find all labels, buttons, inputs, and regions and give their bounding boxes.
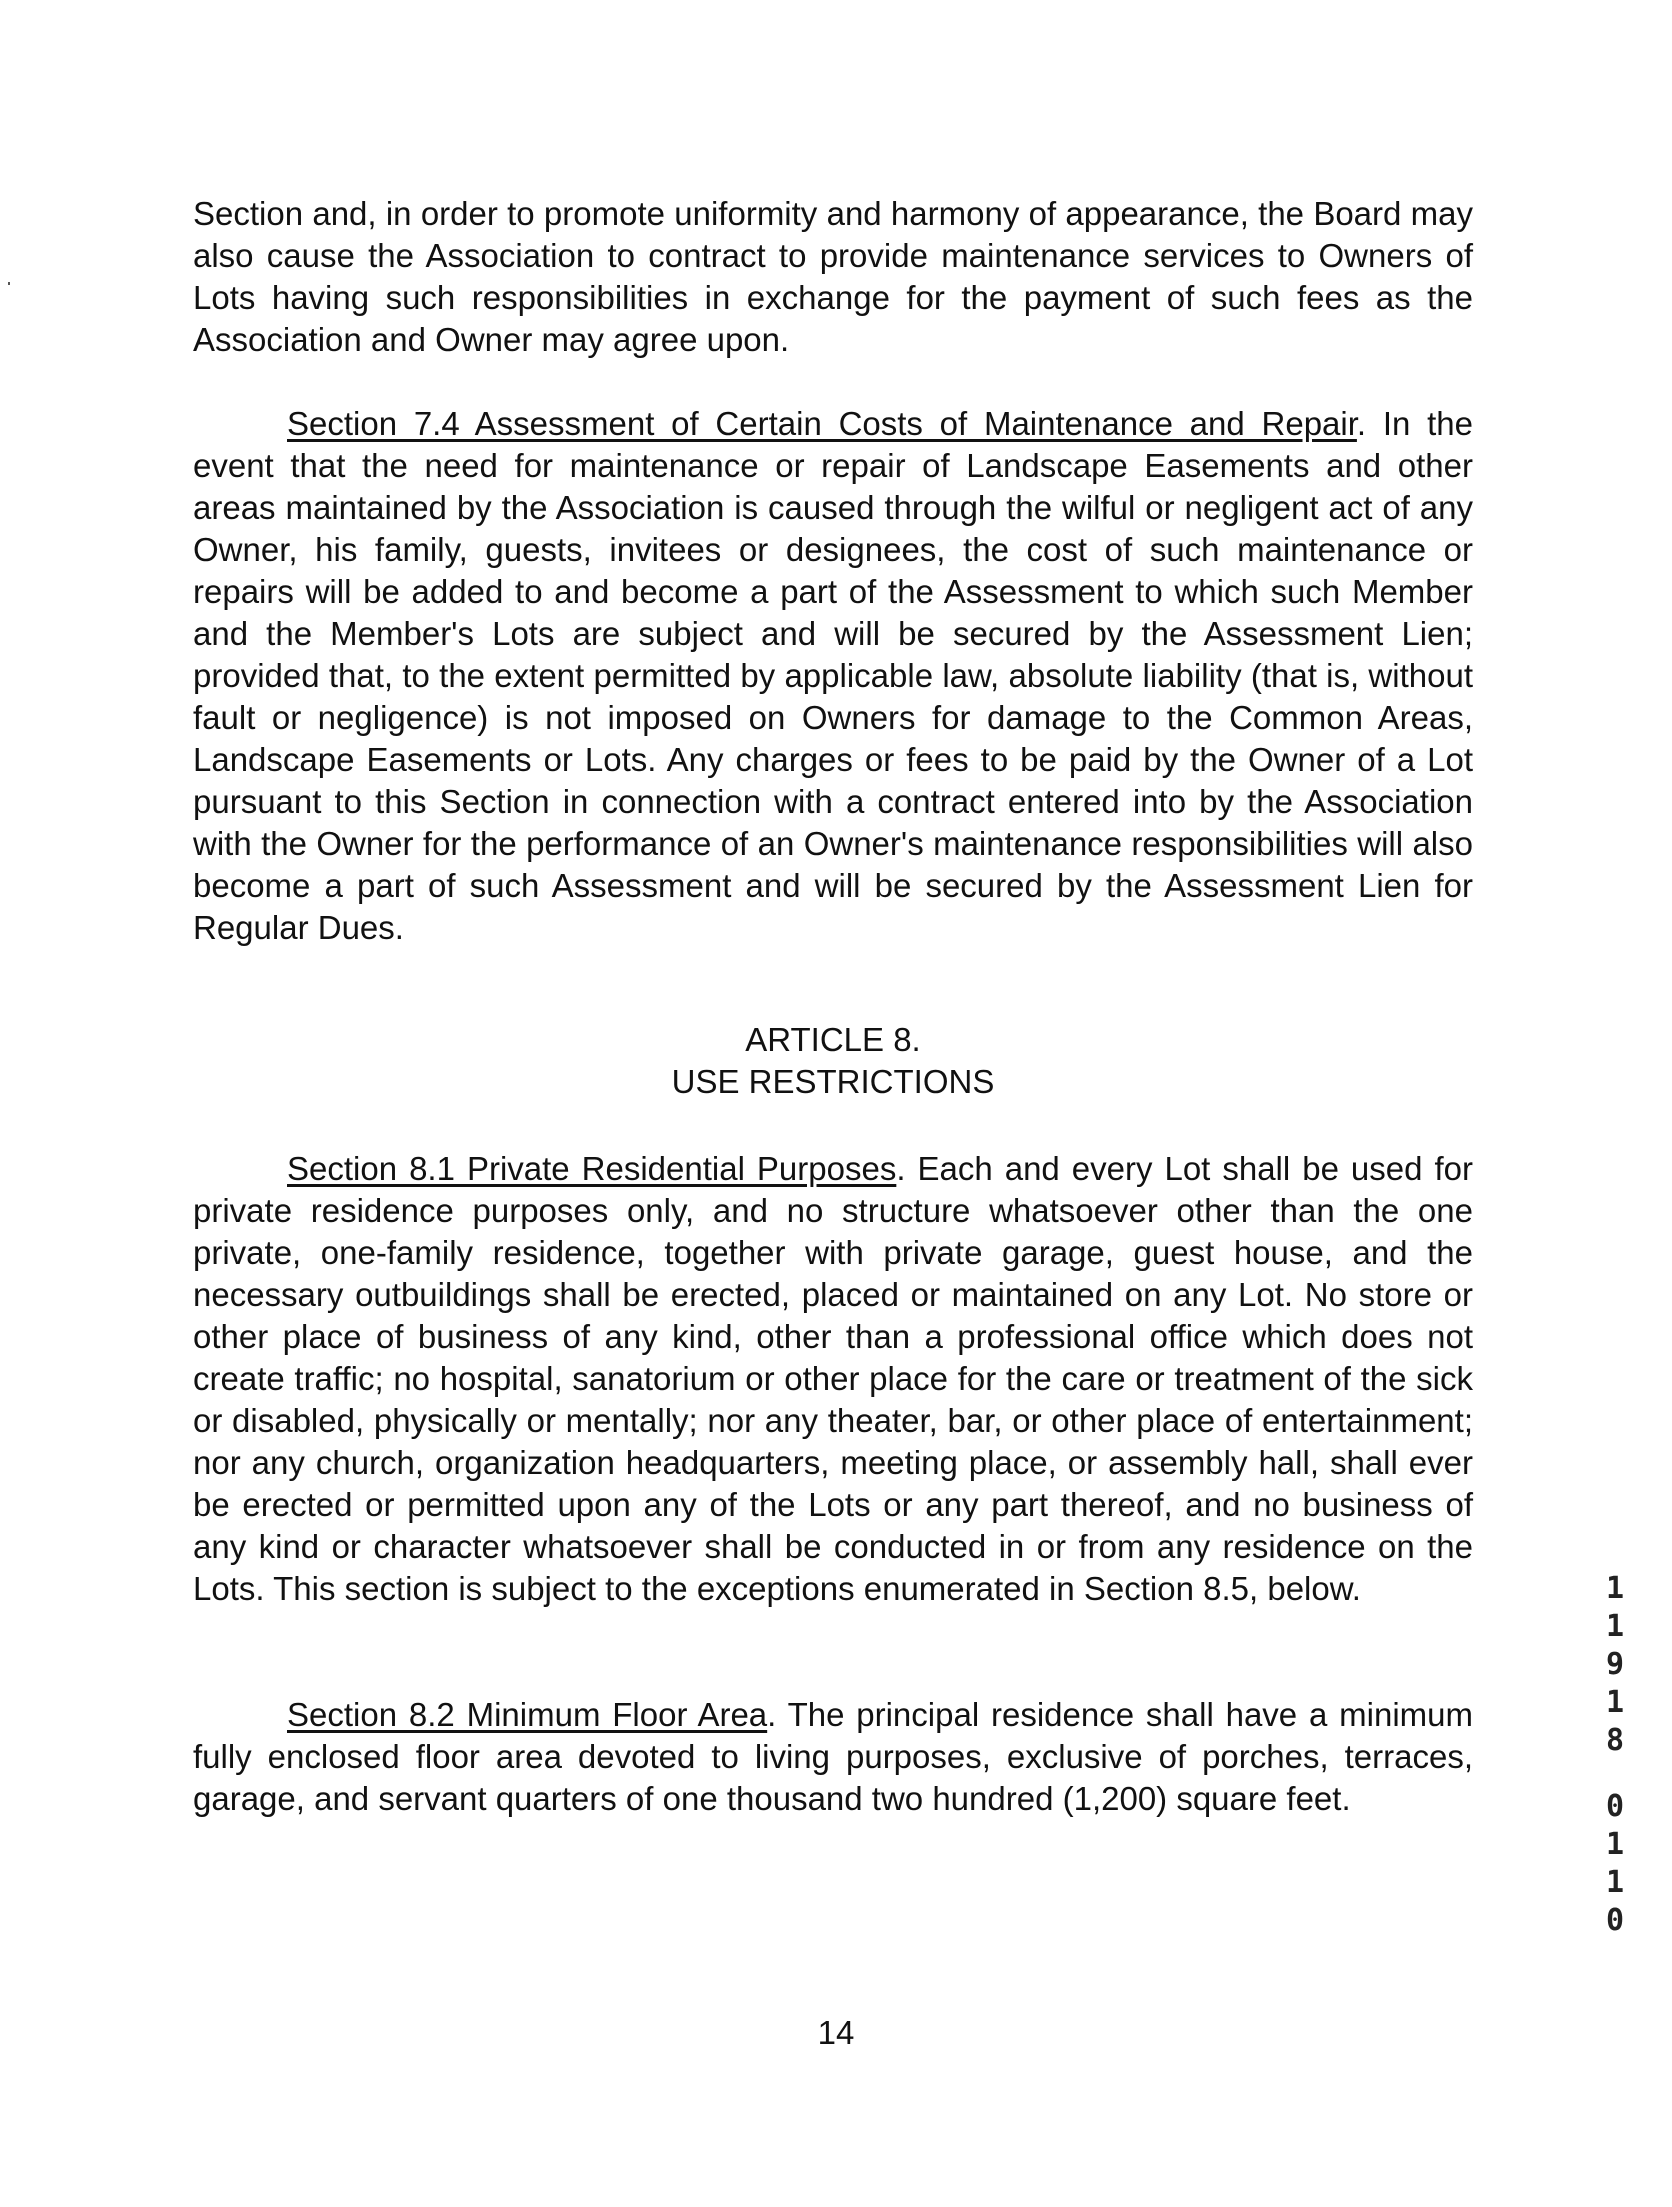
stamp-digit: 0 xyxy=(1605,1903,1625,1938)
stamp-digit: 1 xyxy=(1605,1827,1625,1862)
article-title: USE RESTRICTIONS xyxy=(671,1063,995,1100)
article-heading xyxy=(193,1019,1473,1103)
section-8-1-body: . Each and every Lot shall be used for private residence purposes only, and no structure whatsoever other than the one private, one-family residence, together with private garage, guest house, and the necessary outbuildings shall be erected, placed or maintained on any Lot. No store or other place of business of any kind, other than a professional office which does not create traffic; no hospital, sanatorium or other place for the care or treatment of the sick or disabled, physically or mentally; nor any theater, bar, or other place of entertainment; nor any church, organization headquarters, meeting place, or assembly hall, shall ever be erected or permitted upon any of the Lots or any part thereof, and no business of any kind or character whatsoever shall be conducted in or from any residence on the Lots. This section is subject to the exceptions enumerated in Section 8.5, below. xyxy=(193,1150,1473,1607)
stamp-digit: 9 xyxy=(1605,1647,1625,1682)
stamp-digit: 1 xyxy=(1605,1571,1625,1606)
section-7-4-body: . In the event that the need for maintenance or repair of Landscape Easements and other areas maintained by the Association is caused through the wilful or negligent act of any Owner, his family, guests, invitees or designees, the cost of such maintenance or repairs will be added to and become a part of the Assessment to which such Member and the Member's Lots are subject and will be secured by the Assessment Lien; provided that, to the extent permitted by applicable law, absolute liability (that is, without fault or negligence) is not imposed on Owners for damage to the Common Areas, Landscape Easements or Lots. Any charges or fees to be paid by the Owner of a Lot pursuant to this Section in connection with a contract entered into by the Association with the Owner for the performance of an Owner's maintenance responsibilities will also become a part of such Assessment and will be secured by the Assessment Lien for Regular Dues. xyxy=(193,405,1473,946)
page-number: 14 xyxy=(817,2014,855,2051)
stamp-digit: 8 xyxy=(1605,1723,1625,1758)
section-8-1 xyxy=(193,1148,1473,1610)
section-8-1-heading: Section 8.1 Private Residential Purposes xyxy=(287,1150,897,1187)
section-7-4 xyxy=(193,403,1473,949)
stamp-digit: 1 xyxy=(1605,1685,1625,1720)
section-8-2-paragraph xyxy=(193,1694,1473,1820)
recording-stamp xyxy=(1598,1570,1632,1940)
article-number: ARTICLE 8. xyxy=(745,1021,921,1058)
continuation-paragraph xyxy=(193,193,1473,361)
section-7-4-heading: Section 7.4 Assessment of Certain Costs of Maintenance and Repair xyxy=(287,405,1357,442)
scan-speck xyxy=(8,282,10,285)
continuation-text: Section and, in order to promote uniformity and harmony of appearance, the Board may also cause the Association to contract to provide maintenance services to Owners of Lots having such responsibilities in exchange for the payment of such fees as the Association and Owner may agree upon. xyxy=(193,195,1473,358)
section-7-4-paragraph xyxy=(193,403,1473,949)
stamp-digit: 1 xyxy=(1605,1609,1625,1644)
section-8-1-paragraph xyxy=(193,1148,1473,1610)
section-8-2-body: . The principal residence shall have a minimum fully enclosed floor area devoted to living purposes, exclusive of porches, terraces, garage, and servant quarters of one thousand two hundred (1,200) square feet. xyxy=(193,1696,1474,1817)
stamp-digit: 1 xyxy=(1605,1865,1625,1900)
section-8-2 xyxy=(193,1694,1473,1820)
stamp-gap xyxy=(1598,1760,1632,1788)
section-8-2-heading: Section 8.2 Minimum Floor Area xyxy=(287,1696,768,1733)
stamp-digit: 0 xyxy=(1605,1789,1625,1824)
